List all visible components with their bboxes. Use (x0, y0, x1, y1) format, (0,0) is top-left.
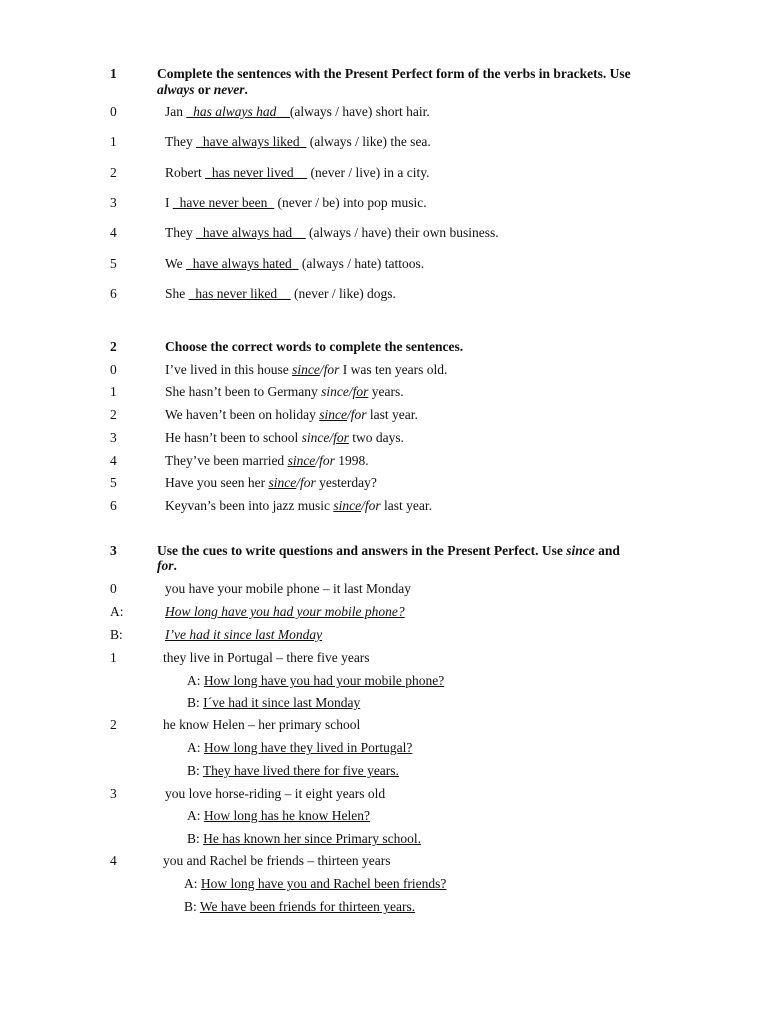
s1-item-5-pre: We (165, 256, 187, 271)
s3-item-4-b-label: B: (184, 899, 200, 914)
s2-item-6-slash: / (361, 498, 365, 513)
s3-item-4-a (184, 876, 446, 892)
s1-item-6-number: 6 (110, 286, 117, 301)
s1-item-1-pre: They (165, 134, 197, 149)
s1-item-4-pre: They (165, 225, 197, 240)
s3-title-text: Use the cues to write questions and answers in the Present Perfect. Use (157, 543, 567, 558)
s1-item-1-post: (always / like) the sea. (306, 134, 431, 149)
s2-item-0-pre: I’ve lived in this house (165, 362, 293, 377)
s3-item-1-cue: they live in Portugal – there five years (163, 650, 370, 665)
s1-item-6-post: (never / like) dogs. (290, 286, 396, 301)
s1-item-0-number: 0 (110, 104, 117, 119)
s1-item-5 (165, 256, 424, 272)
s3-item-2-a-text: How long have they lived in Portugal? (203, 740, 413, 755)
section-3-title-line-2 (157, 558, 177, 574)
s2-item-1-since: since (321, 384, 349, 399)
s1-item-0-answer: _has always had__ (186, 104, 290, 119)
s2-item-1-slash: / (348, 384, 353, 399)
word-never: never (213, 82, 245, 97)
s3-title-for: for (157, 558, 174, 573)
s2-item-3-post: two days. (348, 430, 405, 445)
s2-item-1-for: for (352, 384, 369, 399)
s2-item-4-pre: They’ve been married (165, 453, 288, 468)
s3-example-a-label: A: (110, 604, 124, 619)
s2-item-5-number: 5 (110, 475, 117, 490)
s3-item-3-b-text: He has known her since Primary school. (203, 831, 421, 846)
word-or: or (194, 82, 214, 97)
s2-item-2-for: for (350, 407, 367, 422)
s2-item-1-post: years. (368, 384, 404, 399)
s2-item-3-for: for (333, 430, 349, 445)
s2-item-3 (165, 430, 404, 446)
s3-title-and: and (594, 543, 620, 558)
s1-item-0-pre: Jan (165, 104, 187, 119)
s3-item-3-a-text: How long has he know Helen? (203, 808, 370, 823)
s2-item-5-slash: / (296, 475, 300, 490)
s2-item-2 (165, 407, 418, 423)
s3-item-1-b-label: B: (187, 695, 204, 710)
section-1-title-line-1: Complete the sentences with the Present Perfect form of the verbs in brackets. Use (157, 66, 631, 81)
section-3-number: 3 (110, 543, 117, 558)
s1-item-6 (165, 286, 396, 302)
s2-item-6-for: for (364, 498, 381, 513)
s1-item-4-answer: _have always had__ (196, 225, 306, 240)
s2-item-5 (165, 475, 377, 491)
s2-item-0-slash: / (319, 362, 324, 377)
s2-item-5-pre: Have you seen her (165, 475, 269, 490)
s2-item-6-since: since (333, 498, 362, 513)
s2-item-3-slash: / (329, 430, 334, 445)
s1-item-3-pre: I (165, 195, 173, 210)
s2-item-6-pre: Keyvan’s been into jazz music (165, 498, 334, 513)
s2-item-4-since: since (287, 453, 316, 468)
s3-item-2-a (187, 740, 412, 756)
s2-item-1-number: 1 (110, 384, 117, 399)
s1-item-5-number: 5 (110, 256, 117, 271)
s2-item-4-slash: / (315, 453, 320, 468)
s1-item-1 (165, 134, 431, 150)
s2-item-0 (165, 362, 447, 378)
s1-item-4-number: 4 (110, 225, 117, 240)
s3-item-2-b-label: B: (187, 763, 203, 778)
s2-item-3-number: 3 (110, 430, 117, 445)
s2-item-6-number: 6 (110, 498, 117, 513)
s1-item-0 (165, 104, 430, 120)
s3-item-3-a-label: A: (187, 808, 204, 823)
s3-example-number: 0 (110, 581, 117, 596)
s3-item-4-b (184, 899, 415, 915)
s3-item-2-cue: he know Helen – her primary school (163, 717, 361, 732)
s2-item-5-since: since (268, 475, 297, 490)
s3-item-1-a-label: A: (187, 673, 204, 688)
word-always: always (157, 82, 195, 97)
s1-item-2-answer: _has never lived__ (205, 165, 308, 180)
s3-item-3-b (187, 831, 421, 847)
s2-item-2-post: last year. (366, 407, 418, 422)
s1-item-1-number: 1 (110, 134, 117, 149)
s1-item-3-post: (never / be) into pop music. (274, 195, 427, 210)
s1-item-2-number: 2 (110, 165, 117, 180)
s3-item-1-b-text: I´ve had it since last Monday (203, 695, 361, 710)
s2-item-0-number: 0 (110, 362, 117, 377)
s1-item-6-answer: _has never liked__ (188, 286, 291, 301)
s3-item-4-cue: you and Rachel be friends – thirteen years (163, 853, 391, 868)
s2-item-5-for: for (299, 475, 316, 490)
s3-item-4-a-text: How long have you and Rachel been friends? (200, 876, 447, 891)
s2-item-2-pre: We haven’t been on holiday (165, 407, 320, 422)
s3-item-3-number: 3 (110, 786, 117, 801)
s2-item-0-for: for (323, 362, 340, 377)
title-period: . (244, 82, 248, 97)
s2-item-2-since: since (319, 407, 347, 422)
s2-item-4 (165, 453, 369, 469)
s1-item-3-number: 3 (110, 195, 117, 210)
s1-item-3-answer: _have never been_ (172, 195, 275, 210)
s3-title-period: . (173, 558, 177, 573)
section-1-title-line-2 (157, 82, 248, 98)
s1-item-5-post: (always / hate) tattoos. (298, 256, 425, 271)
s3-item-1-a (187, 673, 444, 689)
s1-item-0-post: (always / have) short hair. (289, 104, 430, 119)
s3-item-3-cue: you love horse-riding – it eight years old (165, 786, 386, 801)
s3-item-3-b-label: B: (187, 831, 204, 846)
s3-item-4-a-label: A: (184, 876, 201, 891)
s1-item-2-post: (never / live) in a city. (307, 165, 430, 180)
s2-item-6-post: last year. (380, 498, 432, 513)
s2-item-4-number: 4 (110, 453, 117, 468)
s2-item-2-number: 2 (110, 407, 117, 422)
s3-item-2-b-text: They have lived there for five years. (202, 763, 399, 778)
section-2-number: 2 (110, 339, 117, 354)
section-2-title: Choose the correct words to complete the sentences. (165, 339, 464, 354)
s1-item-2 (165, 165, 430, 181)
s1-item-2-pre: Robert (165, 165, 206, 180)
s2-item-0-since: since (292, 362, 320, 377)
s2-item-0-post: I was ten years old. (339, 362, 448, 377)
s3-item-3-a (187, 808, 370, 824)
s2-item-1 (165, 384, 404, 400)
s3-item-2-a-label: A: (187, 740, 204, 755)
s2-item-3-since: since (301, 430, 330, 445)
s3-example-b-text: I’ve had it since last Monday (165, 627, 323, 642)
s3-item-2-number: 2 (110, 717, 117, 732)
s1-item-5-answer: _have always hated_ (186, 256, 299, 271)
s2-item-5-post: yesterday? (315, 475, 377, 490)
s3-item-4-number: 4 (110, 853, 117, 868)
s2-item-4-post: 1998. (334, 453, 369, 468)
s3-item-1-b (187, 695, 360, 711)
s2-item-4-for: for (319, 453, 335, 468)
s1-item-1-answer: _have always liked_ (196, 134, 307, 149)
s1-item-4-post: (always / have) their own business. (305, 225, 499, 240)
s2-item-2-slash: / (347, 407, 351, 422)
section-3-title-line-1 (157, 543, 620, 559)
s3-example-b-label: B: (110, 627, 123, 642)
s1-item-4 (165, 225, 499, 241)
s3-example-cue: you have your mobile phone – it last Monday (165, 581, 411, 596)
s3-item-2-b (187, 763, 399, 779)
s2-item-3-pre: He hasn’t been to school (165, 430, 302, 445)
s1-item-3 (165, 195, 427, 211)
s3-title-since: since (566, 543, 595, 558)
s3-item-1-number: 1 (110, 650, 117, 665)
section-1-number: 1 (110, 66, 117, 81)
s3-item-1-a-text: How long have you had your mobile phone? (203, 673, 445, 688)
s1-item-6-pre: She (165, 286, 189, 301)
s3-example-a-text: How long have you had your mobile phone? (165, 604, 405, 619)
s2-item-1-pre: She hasn’t been to Germany (165, 384, 322, 399)
s3-item-4-b-text: We have been friends for thirteen years. (199, 899, 416, 914)
s2-item-6 (165, 498, 432, 514)
